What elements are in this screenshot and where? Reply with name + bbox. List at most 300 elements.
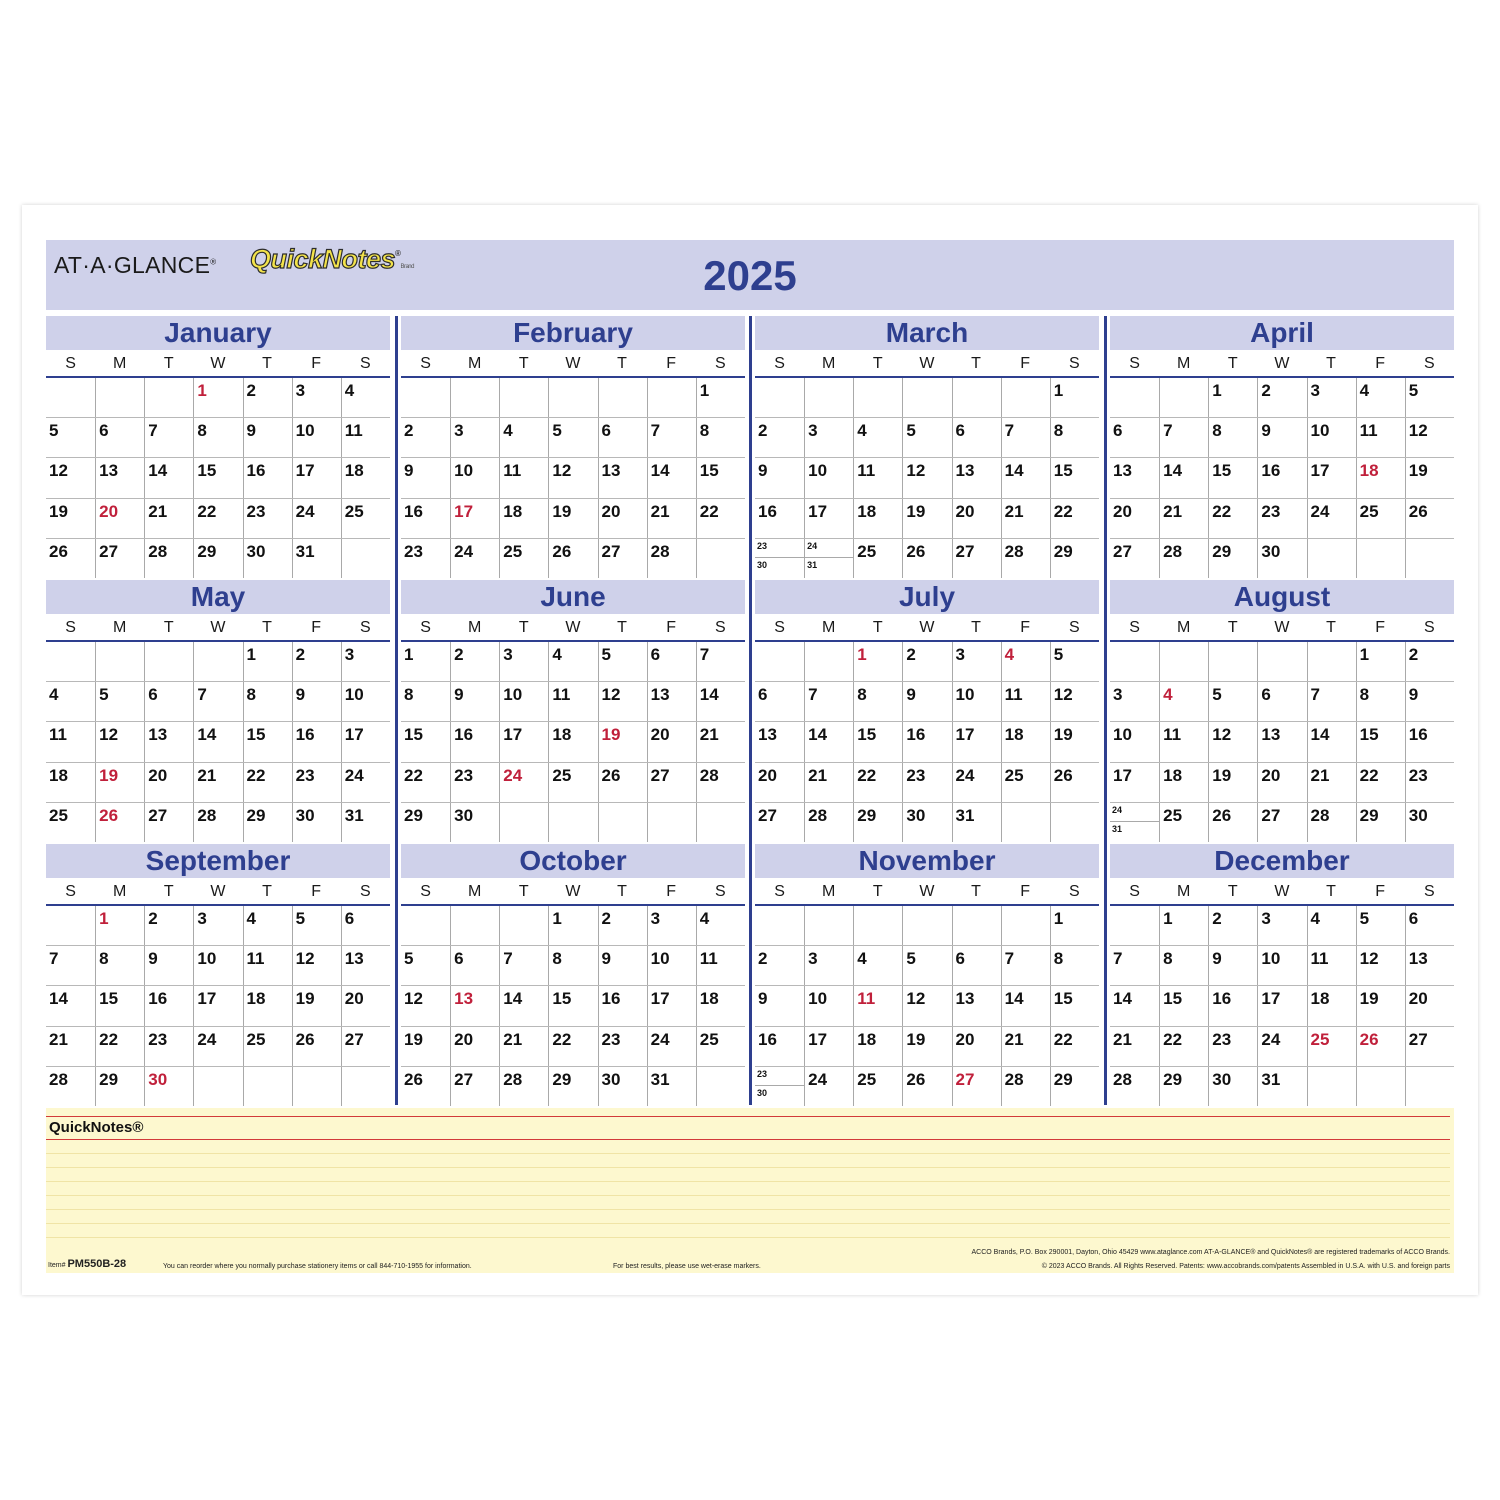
day-cell[interactable]: 11 bbox=[853, 458, 902, 497]
day-cell[interactable]: 12 bbox=[1405, 418, 1454, 457]
day-cell[interactable]: 5 bbox=[1208, 682, 1257, 721]
day-cell[interactable]: 20 bbox=[598, 499, 647, 538]
day-cell[interactable]: 1 bbox=[95, 906, 144, 945]
day-cell[interactable]: 12 bbox=[1208, 722, 1257, 761]
day-cell[interactable]: 25 bbox=[243, 1027, 292, 1066]
day-cell[interactable]: 28 bbox=[499, 1067, 548, 1106]
day-cell[interactable]: 3 bbox=[341, 642, 390, 681]
day-cell[interactable]: 27 bbox=[952, 539, 1001, 578]
day-cell[interactable]: 26 bbox=[49, 541, 68, 561]
day-cell[interactable]: 25 bbox=[696, 1027, 745, 1066]
day-cell[interactable]: 10 bbox=[292, 418, 341, 457]
day-cell[interactable]: 22 bbox=[853, 763, 902, 802]
day-cell[interactable]: 14 bbox=[1001, 986, 1050, 1025]
day-cell[interactable]: 27 bbox=[144, 803, 193, 842]
day-cell[interactable]: 9 bbox=[292, 682, 341, 721]
day-cell[interactable]: 1 bbox=[1050, 378, 1099, 417]
day-cell[interactable]: 5 bbox=[902, 946, 951, 985]
day-cell[interactable]: 16 bbox=[758, 1029, 777, 1049]
day-cell[interactable]: 20 bbox=[95, 499, 144, 538]
day-cell[interactable]: 7 bbox=[647, 418, 696, 457]
day-cell[interactable]: 2 bbox=[292, 642, 341, 681]
day-cell[interactable]: 16 bbox=[450, 722, 499, 761]
day-cell[interactable]: 23 bbox=[598, 1027, 647, 1066]
day-cell[interactable]: 20 bbox=[1113, 501, 1132, 521]
day-cell[interactable]: 4 bbox=[49, 685, 59, 705]
day-cell[interactable]: 28 bbox=[1113, 1069, 1132, 1089]
day-cell[interactable]: 7 bbox=[499, 946, 548, 985]
day-cell[interactable]: 19 bbox=[1208, 763, 1257, 802]
day-cell[interactable]: 1 bbox=[1356, 642, 1405, 681]
day-cell[interactable]: 7 bbox=[1001, 418, 1050, 457]
day-cell[interactable]: 8 bbox=[243, 682, 292, 721]
day-cell[interactable]: 2 bbox=[598, 906, 647, 945]
day-cell[interactable]: 10 bbox=[804, 458, 853, 497]
day-cell[interactable]: 20 bbox=[341, 986, 390, 1025]
day-cell[interactable]: 3 bbox=[450, 418, 499, 457]
day-cell[interactable]: 30 bbox=[1257, 539, 1306, 578]
day-cell[interactable]: 25 bbox=[1356, 499, 1405, 538]
day-cell[interactable]: 27 bbox=[1257, 803, 1306, 842]
day-cell[interactable]: 20 bbox=[1405, 986, 1454, 1025]
day-cell[interactable]: 14 bbox=[193, 722, 242, 761]
day-cell[interactable]: 27 bbox=[952, 1067, 1001, 1106]
day-cell[interactable]: 15 bbox=[243, 722, 292, 761]
day-cell[interactable]: 9 bbox=[144, 946, 193, 985]
day-cell[interactable]: 31 bbox=[341, 803, 390, 842]
day-cell[interactable]: 16 bbox=[144, 986, 193, 1025]
day-cell[interactable]: 23 bbox=[144, 1027, 193, 1066]
day-cell[interactable]: 24 bbox=[952, 763, 1001, 802]
day-cell[interactable]: 18 bbox=[1307, 986, 1356, 1025]
day-cell[interactable]: 26 bbox=[1405, 499, 1454, 538]
day-cell[interactable]: 6 bbox=[1405, 906, 1454, 945]
day-cell[interactable]: 31 bbox=[1257, 1067, 1306, 1106]
day-cell[interactable]: 17 bbox=[804, 499, 853, 538]
day-cell[interactable]: 4 bbox=[499, 418, 548, 457]
day-cell[interactable]: 14 bbox=[144, 458, 193, 497]
day-cell[interactable]: 13 bbox=[647, 682, 696, 721]
day-cell[interactable]: 17 bbox=[292, 458, 341, 497]
day-cell[interactable]: 11 bbox=[1356, 418, 1405, 457]
day-cell[interactable]: 3 bbox=[499, 642, 548, 681]
split-day-cell[interactable] bbox=[755, 1067, 804, 1106]
day-cell[interactable]: 4 bbox=[548, 642, 597, 681]
day-cell[interactable]: 3 bbox=[1257, 906, 1306, 945]
day-cell[interactable]: 30 bbox=[144, 1067, 193, 1106]
day-cell[interactable]: 21 bbox=[1113, 1029, 1132, 1049]
day-cell[interactable]: 21 bbox=[49, 1029, 68, 1049]
day-cell[interactable]: 10 bbox=[1257, 946, 1306, 985]
day-cell[interactable]: 28 bbox=[804, 803, 853, 842]
day-cell[interactable]: 6 bbox=[1113, 421, 1123, 441]
day-cell[interactable]: 6 bbox=[95, 418, 144, 457]
day-cell[interactable]: 14 bbox=[1001, 458, 1050, 497]
day-cell[interactable]: 11 bbox=[49, 725, 67, 745]
day-cell[interactable]: 5 bbox=[1405, 378, 1454, 417]
day-cell[interactable]: 30 bbox=[292, 803, 341, 842]
day-cell[interactable]: 17 bbox=[952, 722, 1001, 761]
day-cell[interactable]: 19 bbox=[902, 499, 951, 538]
day-cell[interactable]: 12 bbox=[49, 461, 68, 481]
day-cell[interactable]: 6 bbox=[647, 642, 696, 681]
day-cell[interactable]: 28 bbox=[647, 539, 696, 578]
day-cell[interactable]: 27 bbox=[341, 1027, 390, 1066]
day-cell[interactable]: 13 bbox=[450, 986, 499, 1025]
day-cell[interactable]: 18 bbox=[341, 458, 390, 497]
day-cell[interactable]: 10 bbox=[450, 458, 499, 497]
day-cell[interactable]: 1 bbox=[404, 645, 414, 664]
day-cell[interactable]: 9 bbox=[598, 946, 647, 985]
day-cell[interactable]: 13 bbox=[952, 458, 1001, 497]
day-cell[interactable]: 26 bbox=[292, 1027, 341, 1066]
day-cell[interactable]: 10 bbox=[1113, 725, 1132, 745]
day-cell[interactable]: 21 bbox=[1307, 763, 1356, 802]
day-cell[interactable]: 1 bbox=[1050, 906, 1099, 945]
day-cell[interactable]: 5 bbox=[1050, 642, 1099, 681]
day-cell[interactable]: 19 bbox=[1356, 986, 1405, 1025]
day-cell[interactable]: 26 bbox=[1356, 1027, 1405, 1066]
day-cell[interactable]: 19 bbox=[404, 1029, 423, 1049]
day-cell[interactable]: 15 bbox=[696, 458, 745, 497]
day-cell[interactable]: 6 bbox=[598, 418, 647, 457]
day-cell[interactable]: 12 bbox=[404, 989, 423, 1009]
day-cell[interactable]: 23 bbox=[243, 499, 292, 538]
day-cell[interactable]: 11 bbox=[499, 458, 548, 497]
day-cell[interactable]: 16 bbox=[404, 501, 423, 521]
day-cell[interactable]: 13 bbox=[341, 946, 390, 985]
day-cell[interactable]: 29 bbox=[1050, 539, 1099, 578]
day-cell[interactable]: 14 bbox=[647, 458, 696, 497]
day-cell[interactable]: 13 bbox=[95, 458, 144, 497]
day-cell[interactable]: 5 bbox=[548, 418, 597, 457]
day-cell[interactable]: 27 bbox=[598, 539, 647, 578]
day-cell[interactable]: 29 bbox=[1159, 1067, 1208, 1106]
day-cell[interactable]: 11 bbox=[1001, 682, 1050, 721]
day-cell[interactable]: 21 bbox=[1001, 1027, 1050, 1066]
day-cell[interactable]: 7 bbox=[696, 642, 745, 681]
day-cell[interactable]: 14 bbox=[499, 986, 548, 1025]
day-cell[interactable]: 9 bbox=[1257, 418, 1306, 457]
day-cell[interactable]: 5 bbox=[292, 906, 341, 945]
day-cell[interactable]: 18 bbox=[243, 986, 292, 1025]
day-cell[interactable]: 17 bbox=[804, 1027, 853, 1066]
day-cell[interactable]: 5 bbox=[598, 642, 647, 681]
day-cell[interactable]: 25 bbox=[341, 499, 390, 538]
day-cell[interactable]: 17 bbox=[1113, 765, 1132, 785]
day-cell[interactable]: 21 bbox=[696, 722, 745, 761]
day-cell[interactable]: 2 bbox=[144, 906, 193, 945]
day-cell[interactable]: 1 bbox=[853, 642, 902, 681]
day-cell[interactable]: 29 bbox=[193, 539, 242, 578]
day-cell[interactable]: 12 bbox=[1050, 682, 1099, 721]
day-cell[interactable]: 19 bbox=[292, 986, 341, 1025]
day-cell[interactable]: 7 bbox=[144, 418, 193, 457]
day-cell[interactable]: 18 bbox=[499, 499, 548, 538]
day-cell[interactable]: 28 bbox=[1159, 539, 1208, 578]
day-cell[interactable]: 2 bbox=[758, 949, 768, 969]
day-cell[interactable]: 28 bbox=[696, 763, 745, 802]
day-cell[interactable]: 28 bbox=[1307, 803, 1356, 842]
day-cell[interactable]: 2 bbox=[1405, 642, 1454, 681]
day-cell[interactable]: 22 bbox=[548, 1027, 597, 1066]
day-cell[interactable]: 15 bbox=[1050, 986, 1099, 1025]
day-cell[interactable]: 15 bbox=[548, 986, 597, 1025]
day-cell[interactable]: 19 bbox=[49, 501, 68, 521]
day-cell[interactable]: 24 bbox=[499, 763, 548, 802]
day-cell[interactable]: 4 bbox=[853, 946, 902, 985]
day-cell[interactable]: 18 bbox=[1001, 722, 1050, 761]
day-cell[interactable]: 11 bbox=[696, 946, 745, 985]
day-cell[interactable]: 8 bbox=[853, 682, 902, 721]
day-cell[interactable]: 30 bbox=[902, 803, 951, 842]
day-cell[interactable]: 20 bbox=[758, 765, 777, 785]
day-cell[interactable]: 25 bbox=[1001, 763, 1050, 802]
day-cell[interactable]: 16 bbox=[243, 458, 292, 497]
day-cell[interactable]: 17 bbox=[1257, 986, 1306, 1025]
day-cell[interactable]: 7 bbox=[193, 682, 242, 721]
day-cell[interactable]: 3 bbox=[952, 642, 1001, 681]
day-cell[interactable]: 24 bbox=[647, 1027, 696, 1066]
day-cell[interactable]: 24 bbox=[1307, 499, 1356, 538]
day-cell[interactable]: 13 bbox=[758, 725, 777, 745]
day-cell[interactable]: 4 bbox=[341, 378, 390, 417]
day-cell[interactable]: 28 bbox=[1001, 1067, 1050, 1106]
day-cell[interactable]: 27 bbox=[95, 539, 144, 578]
day-cell[interactable]: 29 bbox=[548, 1067, 597, 1106]
day-cell[interactable]: 8 bbox=[1208, 418, 1257, 457]
day-cell[interactable]: 9 bbox=[243, 418, 292, 457]
day-cell[interactable]: 20 bbox=[1257, 763, 1306, 802]
day-cell[interactable]: 29 bbox=[853, 803, 902, 842]
day-cell[interactable]: 14 bbox=[1113, 989, 1132, 1009]
day-cell[interactable]: 18 bbox=[548, 722, 597, 761]
day-cell[interactable]: 18 bbox=[696, 986, 745, 1025]
day-cell[interactable]: 3 bbox=[1113, 685, 1123, 705]
day-cell[interactable]: 23 bbox=[1257, 499, 1306, 538]
day-cell[interactable]: 16 bbox=[902, 722, 951, 761]
day-cell[interactable]: 1 bbox=[548, 906, 597, 945]
day-cell[interactable]: 22 bbox=[696, 499, 745, 538]
day-cell[interactable]: 8 bbox=[1159, 946, 1208, 985]
day-cell[interactable]: 9 bbox=[1405, 682, 1454, 721]
day-cell[interactable]: 10 bbox=[647, 946, 696, 985]
day-cell[interactable]: 21 bbox=[144, 499, 193, 538]
day-cell[interactable]: 7 bbox=[1113, 949, 1123, 969]
day-cell[interactable]: 19 bbox=[598, 722, 647, 761]
day-cell[interactable]: 28 bbox=[144, 539, 193, 578]
day-cell[interactable]: 12 bbox=[902, 986, 951, 1025]
day-cell[interactable]: 10 bbox=[499, 682, 548, 721]
day-cell[interactable]: 15 bbox=[1208, 458, 1257, 497]
day-cell[interactable]: 7 bbox=[1159, 418, 1208, 457]
day-cell[interactable]: 26 bbox=[404, 1069, 423, 1089]
day-cell[interactable]: 22 bbox=[404, 765, 423, 785]
day-cell[interactable]: 5 bbox=[95, 682, 144, 721]
day-cell[interactable]: 16 bbox=[1405, 722, 1454, 761]
day-cell[interactable]: 17 bbox=[450, 499, 499, 538]
day-cell[interactable]: 2 bbox=[450, 642, 499, 681]
day-cell[interactable]: 8 bbox=[95, 946, 144, 985]
day-cell[interactable]: 15 bbox=[193, 458, 242, 497]
day-cell[interactable]: 21 bbox=[1159, 499, 1208, 538]
day-cell[interactable]: 20 bbox=[144, 763, 193, 802]
day-cell[interactable]: 6 bbox=[952, 418, 1001, 457]
day-cell[interactable]: 17 bbox=[341, 722, 390, 761]
day-cell[interactable]: 25 bbox=[49, 805, 68, 825]
day-cell[interactable]: 9 bbox=[902, 682, 951, 721]
day-cell[interactable]: 12 bbox=[598, 682, 647, 721]
day-cell[interactable]: 28 bbox=[193, 803, 242, 842]
day-cell[interactable]: 12 bbox=[292, 946, 341, 985]
day-cell[interactable]: 1 bbox=[243, 642, 292, 681]
day-cell[interactable]: 26 bbox=[902, 1067, 951, 1106]
day-cell[interactable]: 9 bbox=[404, 461, 414, 481]
day-cell[interactable]: 3 bbox=[1307, 378, 1356, 417]
day-cell[interactable]: 25 bbox=[499, 539, 548, 578]
day-cell[interactable]: 23 bbox=[450, 763, 499, 802]
day-cell[interactable]: 23 bbox=[1405, 763, 1454, 802]
day-cell[interactable]: 2 bbox=[404, 421, 414, 441]
day-cell[interactable]: 10 bbox=[952, 682, 1001, 721]
day-cell[interactable]: 28 bbox=[49, 1069, 68, 1089]
day-cell[interactable]: 11 bbox=[1159, 722, 1208, 761]
day-cell[interactable]: 12 bbox=[902, 458, 951, 497]
day-cell[interactable]: 26 bbox=[902, 539, 951, 578]
day-cell[interactable]: 8 bbox=[548, 946, 597, 985]
day-cell[interactable]: 27 bbox=[1113, 541, 1132, 561]
day-cell[interactable]: 6 bbox=[341, 906, 390, 945]
day-cell[interactable]: 30 bbox=[598, 1067, 647, 1106]
day-cell[interactable]: 3 bbox=[292, 378, 341, 417]
day-cell[interactable]: 11 bbox=[243, 946, 292, 985]
day-cell[interactable]: 21 bbox=[647, 499, 696, 538]
day-cell[interactable]: 22 bbox=[1356, 763, 1405, 802]
day-cell[interactable]: 28 bbox=[1001, 539, 1050, 578]
day-cell[interactable]: 27 bbox=[647, 763, 696, 802]
day-cell[interactable]: 12 bbox=[548, 458, 597, 497]
day-cell[interactable]: 22 bbox=[1208, 499, 1257, 538]
day-cell[interactable]: 2 bbox=[902, 642, 951, 681]
day-cell[interactable]: 31 bbox=[292, 539, 341, 578]
split-day-cell[interactable] bbox=[755, 539, 804, 578]
day-cell[interactable]: 15 bbox=[1050, 458, 1099, 497]
day-cell[interactable]: 6 bbox=[952, 946, 1001, 985]
day-cell[interactable]: 11 bbox=[853, 986, 902, 1025]
day-cell[interactable]: 14 bbox=[1159, 458, 1208, 497]
day-cell[interactable]: 25 bbox=[548, 763, 597, 802]
day-cell[interactable]: 15 bbox=[404, 725, 423, 745]
day-cell[interactable]: 6 bbox=[450, 946, 499, 985]
day-cell[interactable]: 1 bbox=[696, 378, 745, 417]
day-cell[interactable]: 18 bbox=[49, 765, 68, 785]
day-cell[interactable]: 16 bbox=[598, 986, 647, 1025]
day-cell[interactable]: 26 bbox=[598, 763, 647, 802]
day-cell[interactable]: 27 bbox=[1405, 1027, 1454, 1066]
day-cell[interactable]: 10 bbox=[341, 682, 390, 721]
day-cell[interactable]: 6 bbox=[144, 682, 193, 721]
day-cell[interactable]: 4 bbox=[1001, 642, 1050, 681]
day-cell[interactable]: 24 bbox=[1257, 1027, 1306, 1066]
day-cell[interactable]: 15 bbox=[95, 986, 144, 1025]
day-cell[interactable]: 16 bbox=[292, 722, 341, 761]
day-cell[interactable]: 26 bbox=[1050, 763, 1099, 802]
day-cell[interactable]: 22 bbox=[193, 499, 242, 538]
day-cell[interactable]: 18 bbox=[853, 1027, 902, 1066]
day-cell[interactable]: 29 bbox=[1208, 539, 1257, 578]
day-cell[interactable]: 29 bbox=[1356, 803, 1405, 842]
day-cell[interactable]: 29 bbox=[243, 803, 292, 842]
day-cell[interactable]: 4 bbox=[1159, 682, 1208, 721]
day-cell[interactable]: 7 bbox=[1307, 682, 1356, 721]
day-cell[interactable]: 8 bbox=[404, 685, 414, 705]
day-cell[interactable]: 24 bbox=[341, 763, 390, 802]
day-cell[interactable]: 5 bbox=[1356, 906, 1405, 945]
day-cell[interactable]: 6 bbox=[758, 685, 768, 705]
day-cell[interactable]: 11 bbox=[548, 682, 597, 721]
day-cell[interactable]: 14 bbox=[49, 989, 68, 1009]
day-cell[interactable]: 31 bbox=[952, 803, 1001, 842]
day-cell[interactable]: 9 bbox=[1208, 946, 1257, 985]
quicknotes-area[interactable] bbox=[46, 1108, 1454, 1273]
day-cell[interactable]: 9 bbox=[758, 989, 768, 1009]
day-cell[interactable]: 17 bbox=[193, 986, 242, 1025]
day-cell[interactable]: 24 bbox=[450, 539, 499, 578]
day-cell[interactable]: 13 bbox=[1113, 461, 1132, 481]
day-cell[interactable]: 3 bbox=[193, 906, 242, 945]
day-cell[interactable]: 14 bbox=[696, 682, 745, 721]
day-cell[interactable]: 24 bbox=[804, 1067, 853, 1106]
day-cell[interactable]: 7 bbox=[1001, 946, 1050, 985]
day-cell[interactable]: 23 bbox=[902, 763, 951, 802]
day-cell[interactable]: 8 bbox=[193, 418, 242, 457]
day-cell[interactable]: 27 bbox=[758, 805, 777, 825]
day-cell[interactable]: 5 bbox=[404, 949, 414, 969]
day-cell[interactable]: 4 bbox=[243, 906, 292, 945]
day-cell[interactable]: 23 bbox=[1208, 1027, 1257, 1066]
day-cell[interactable]: 4 bbox=[696, 906, 745, 945]
day-cell[interactable]: 7 bbox=[49, 949, 59, 969]
day-cell[interactable]: 25 bbox=[853, 539, 902, 578]
day-cell[interactable]: 31 bbox=[647, 1067, 696, 1106]
day-cell[interactable]: 8 bbox=[696, 418, 745, 457]
day-cell[interactable]: 8 bbox=[1050, 418, 1099, 457]
day-cell[interactable]: 19 bbox=[548, 499, 597, 538]
day-cell[interactable]: 27 bbox=[450, 1067, 499, 1106]
day-cell[interactable]: 4 bbox=[853, 418, 902, 457]
day-cell[interactable]: 20 bbox=[647, 722, 696, 761]
day-cell[interactable]: 30 bbox=[450, 803, 499, 842]
day-cell[interactable]: 1 bbox=[193, 378, 242, 417]
day-cell[interactable]: 13 bbox=[1257, 722, 1306, 761]
day-cell[interactable]: 11 bbox=[1307, 946, 1356, 985]
day-cell[interactable]: 16 bbox=[1257, 458, 1306, 497]
day-cell[interactable]: 13 bbox=[144, 722, 193, 761]
day-cell[interactable]: 2 bbox=[1257, 378, 1306, 417]
day-cell[interactable]: 10 bbox=[804, 986, 853, 1025]
split-day-cell[interactable] bbox=[804, 539, 853, 578]
day-cell[interactable]: 5 bbox=[49, 421, 59, 441]
day-cell[interactable]: 20 bbox=[952, 499, 1001, 538]
day-cell[interactable]: 14 bbox=[1307, 722, 1356, 761]
day-cell[interactable]: 22 bbox=[95, 1027, 144, 1066]
day-cell[interactable]: 5 bbox=[902, 418, 951, 457]
day-cell[interactable]: 3 bbox=[804, 418, 853, 457]
day-cell[interactable]: 20 bbox=[450, 1027, 499, 1066]
day-cell[interactable]: 22 bbox=[1050, 499, 1099, 538]
day-cell[interactable]: 10 bbox=[193, 946, 242, 985]
day-cell[interactable]: 29 bbox=[1050, 1067, 1099, 1106]
